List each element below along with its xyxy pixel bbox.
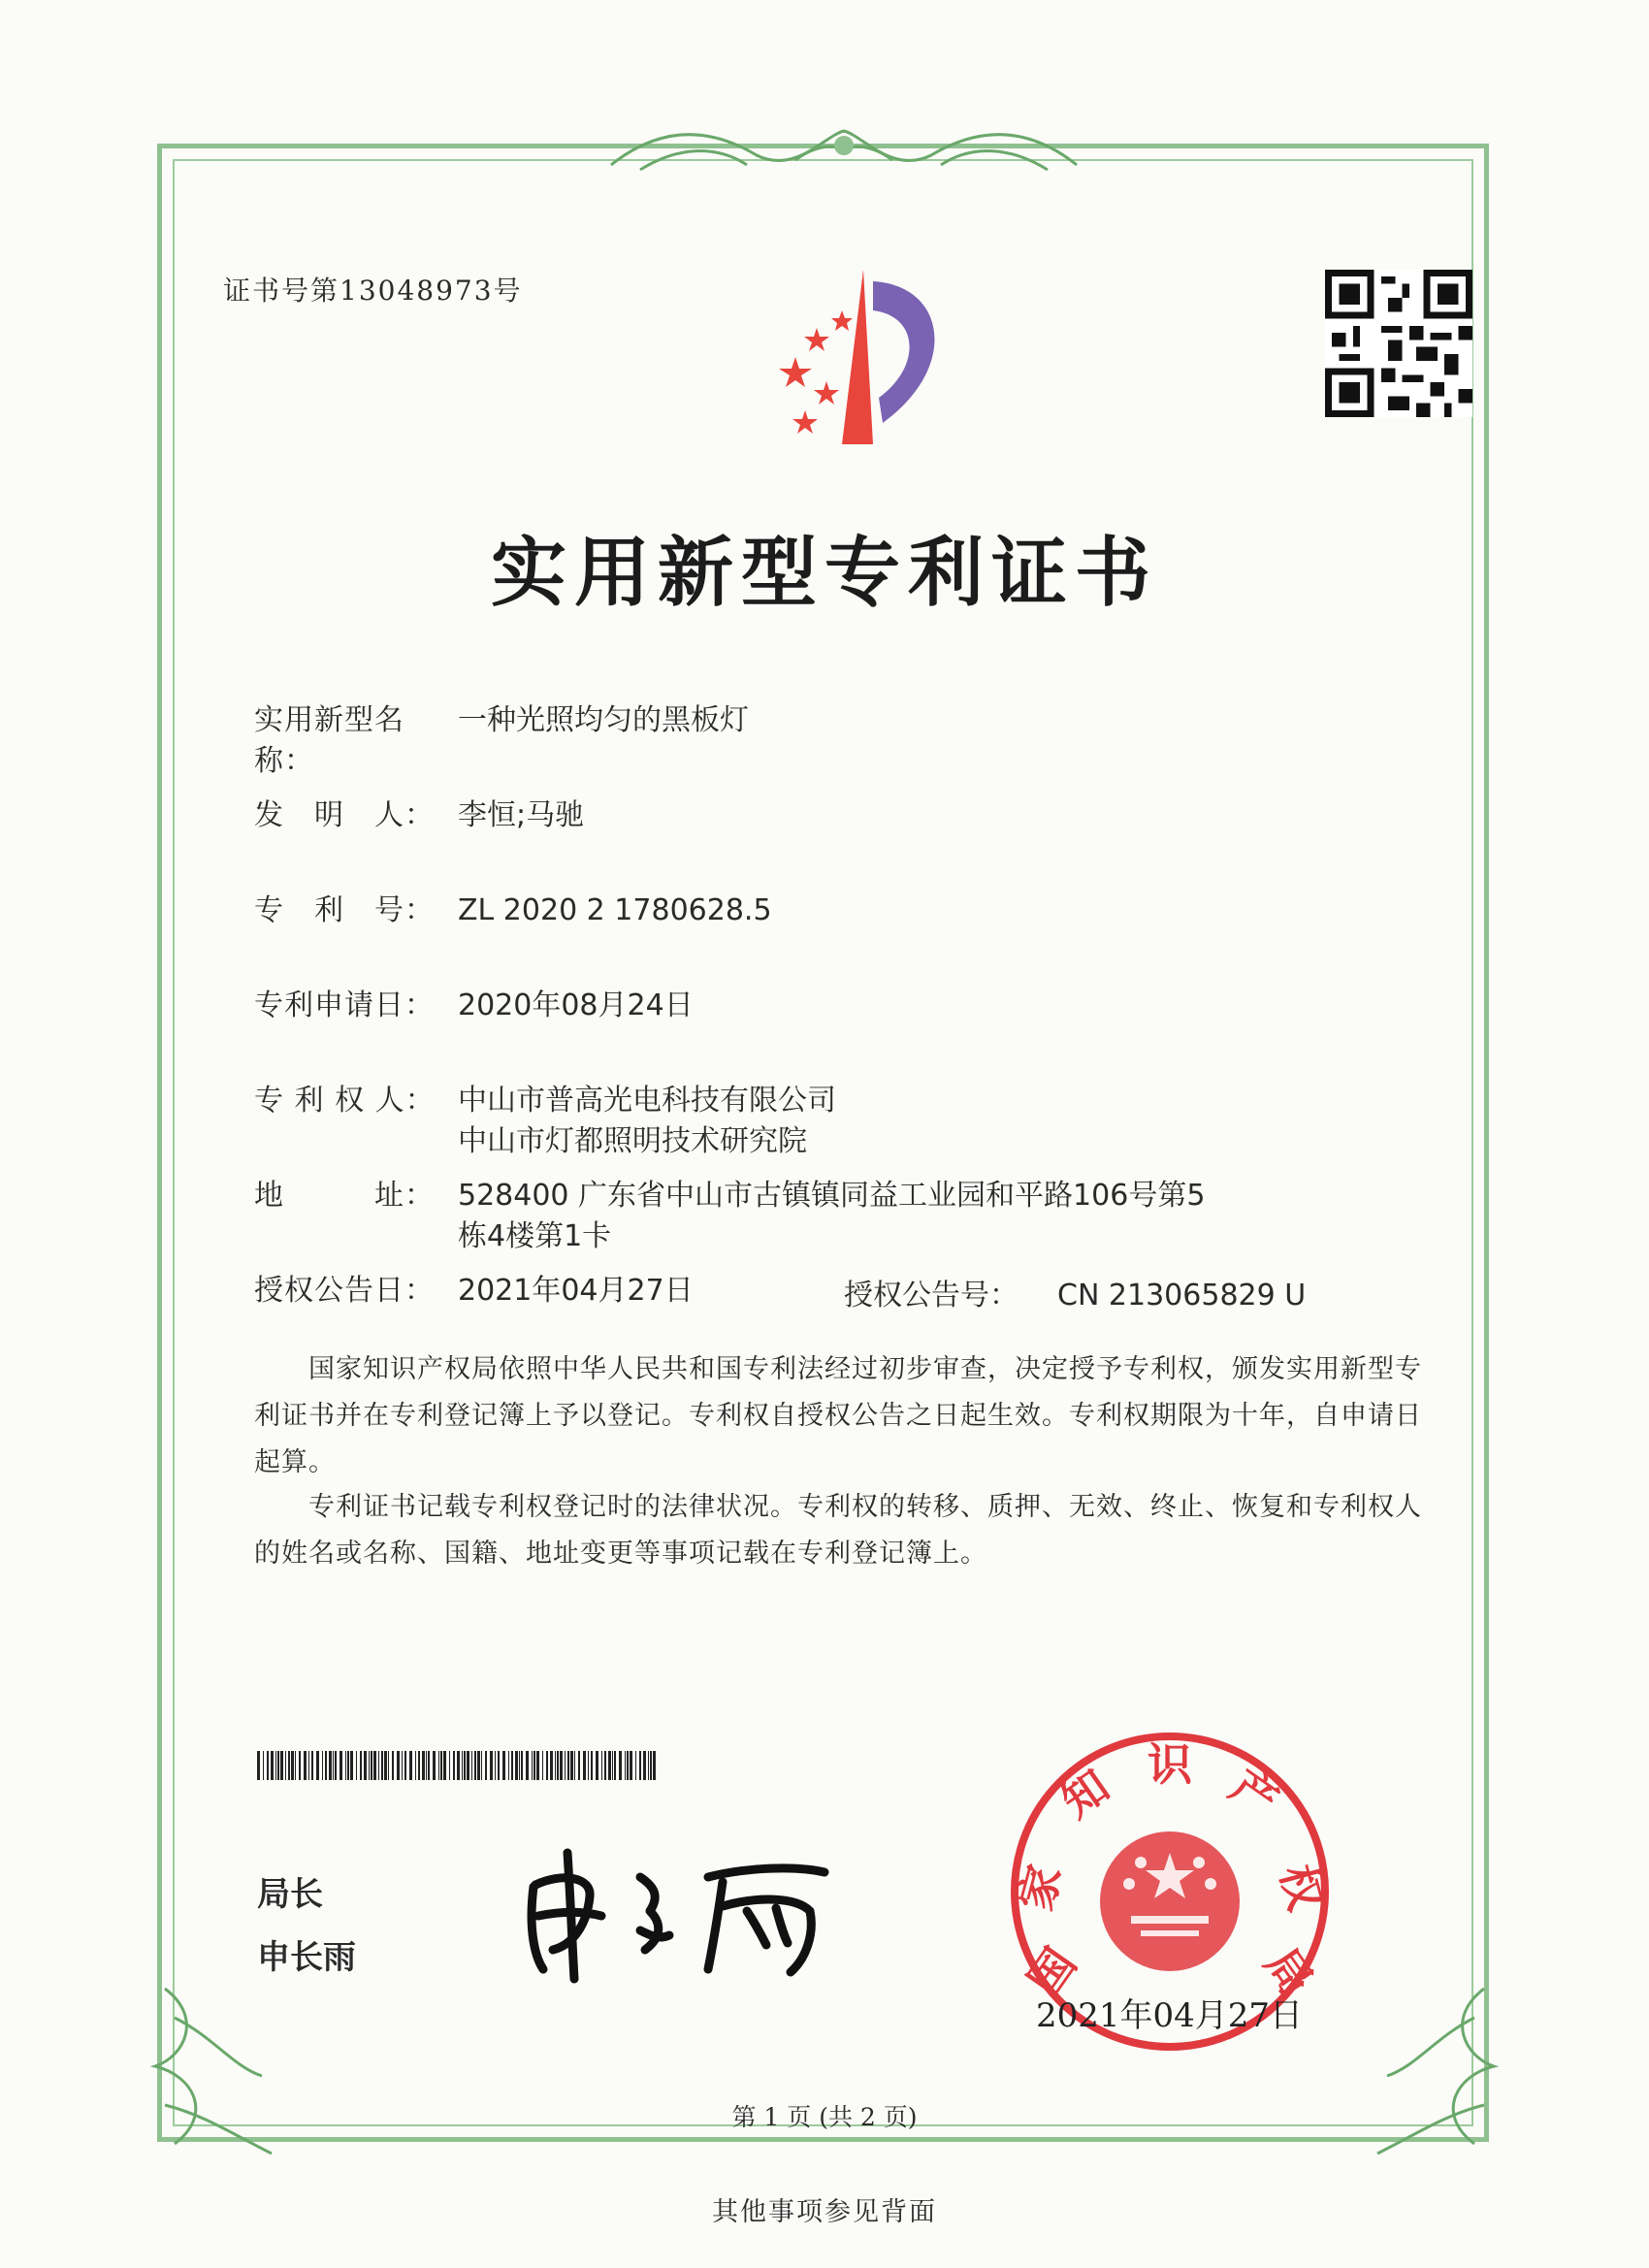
svg-text:局: 局 — [1254, 1938, 1324, 2006]
field-value: 一种光照均匀的黑板灯 — [458, 703, 749, 737]
field-filing-date — [254, 986, 694, 1026]
field-value: 2021年04月27日 — [458, 1274, 694, 1308]
paragraph-grant-statement: 国家知识产权局依照中华人民共和国专利法经过初步审查，决定授予专利权，颁发实用新型专利证书并在专利登记簿上予以登记。专利权自授权公告之日起生效。专利权期限为十年，自申请日起算。 — [254, 1354, 1422, 1477]
field-label: 发 明 人： — [254, 798, 435, 832]
field-address — [254, 1176, 1206, 1253]
field-inventor — [254, 795, 585, 836]
paragraph-legal-status: 专利证书记载专利权登记时的法律状况。专利权的转移、质押、无效、终止、恢复和专利权人的姓名或名称、国籍、地址变更等事项记载在专利登记簿上。 — [254, 1492, 1422, 1569]
field-value-line2: 栋4楼第1卡 — [458, 1219, 612, 1253]
director-name: 申长雨 — [257, 1938, 356, 1977]
field-patent-no — [254, 891, 772, 931]
field-label: 专 利 权 人： — [254, 1084, 436, 1118]
bottom-right-ornament-icon — [1368, 1979, 1513, 2163]
field-label: 实用新型名称： — [254, 703, 404, 778]
field-label: 地 址： — [254, 1179, 435, 1213]
field-value: 528400 广东省中山市古镇镇同益工业园和平路106号第5 — [458, 1179, 1206, 1213]
field-label: 专 利 号： — [254, 893, 435, 927]
field-label: 授权公告号： — [844, 1279, 1018, 1312]
field-label: 授权公告日： — [254, 1274, 435, 1308]
svg-text:国: 国 — [1018, 1938, 1087, 2006]
field-patentee — [254, 1081, 836, 1158]
svg-text:家: 家 — [1009, 1859, 1072, 1917]
bottom-left-ornament-icon — [136, 1979, 281, 2163]
field-value: 中山市普高光电科技有限公司 — [458, 1084, 836, 1118]
certificate-title: 实用新型专利证书 — [490, 530, 1158, 617]
field-grant-date — [254, 1271, 694, 1312]
field-value: 2020年08月24日 — [458, 988, 694, 1022]
field-value: CN 213065829 U — [1057, 1279, 1307, 1312]
barcode-icon — [257, 1751, 660, 1780]
field-label: 专利申请日： — [254, 988, 435, 1022]
svg-text:权: 权 — [1270, 1859, 1333, 1917]
page-indicator: 第 1 页 (共 2 页) — [731, 2103, 918, 2131]
seal-date: 2021年04月27日 — [1036, 1996, 1304, 2035]
field-value: ZL 2020 2 1780628.5 — [458, 893, 772, 927]
patent-logo-icon — [737, 260, 970, 454]
svg-text:知: 知 — [1051, 1759, 1119, 1829]
certificate-number: 证书号第13048973号 — [223, 275, 523, 307]
back-note: 其他事项参见背面 — [712, 2197, 937, 2227]
qr-code-icon — [1325, 270, 1472, 417]
field-name — [254, 700, 749, 782]
field-value-line2: 中山市灯都照明技术研究院 — [458, 1124, 807, 1158]
svg-text:识: 识 — [1148, 1738, 1192, 1791]
signature-icon — [514, 1838, 844, 1984]
director-title: 局长 — [257, 1875, 323, 1914]
svg-text:产: 产 — [1220, 1759, 1288, 1829]
field-value: 李恒;马驰 — [458, 798, 585, 832]
top-ornament-icon — [601, 116, 1086, 194]
field-grant-pub-no — [844, 1271, 1306, 1313]
